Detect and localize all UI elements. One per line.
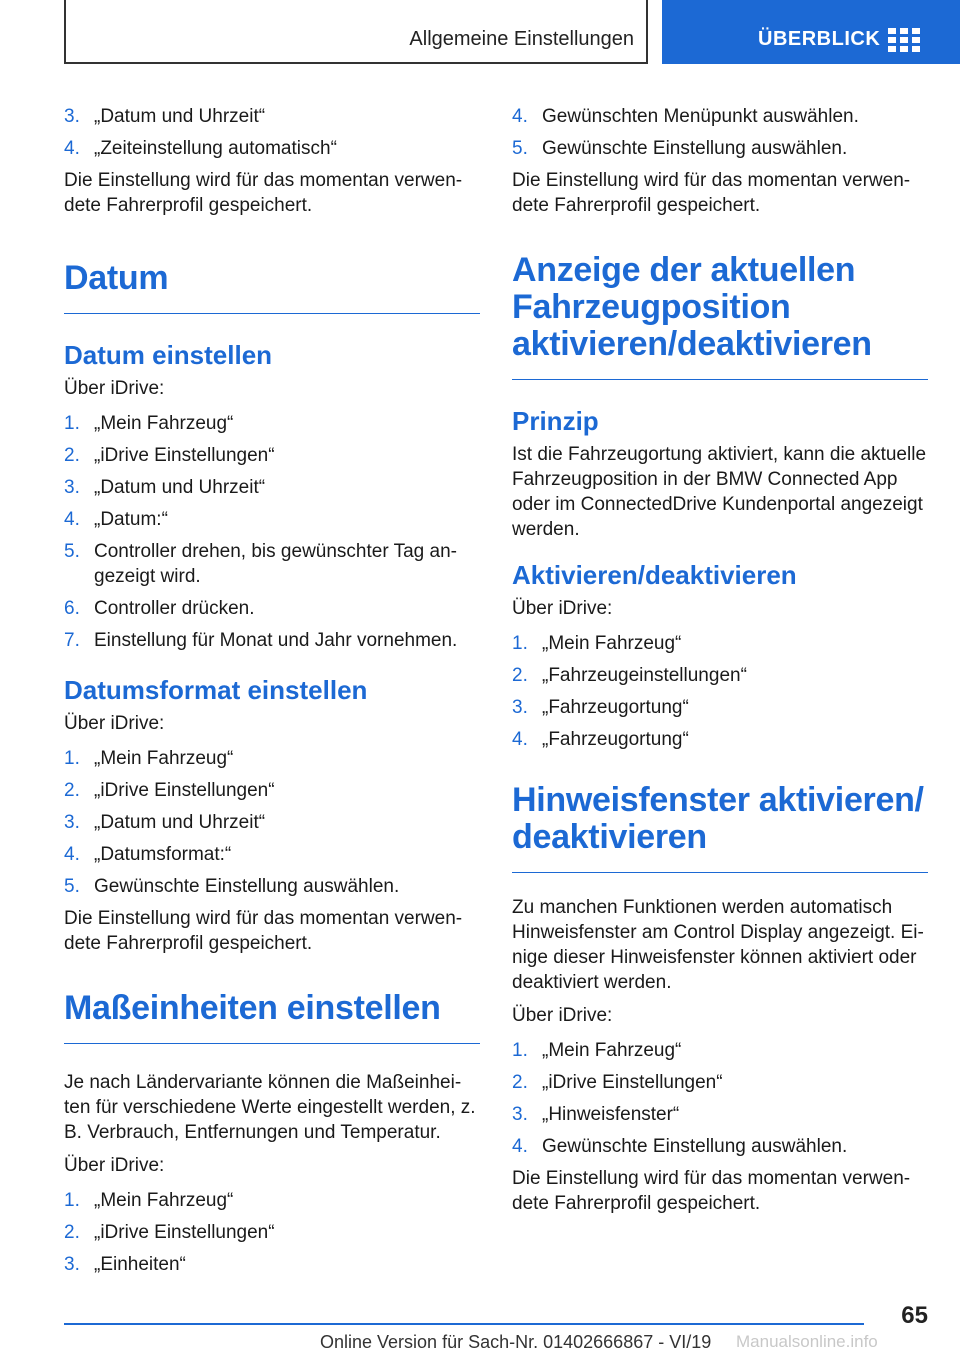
list-item-text: „Datum:“ [94, 509, 168, 530]
list-ortung [512, 631, 928, 752]
list-item [512, 663, 928, 688]
intro-list-left [64, 104, 480, 161]
heading-datum-einstellen: Datum einstellen [64, 340, 273, 370]
list-item-number: 4. [512, 1136, 528, 1157]
list-item-number: 4. [512, 106, 528, 127]
list-datum [64, 411, 480, 653]
list-item-number: 4. [64, 509, 80, 530]
list-item [64, 475, 480, 500]
heading-datum: Datum [64, 260, 480, 314]
list-item-text: „iDrive Einstellungen“ [94, 445, 275, 466]
list-item-number: 5. [64, 876, 80, 897]
list-item-text: „Mein Fahrzeug“ [94, 1190, 234, 1211]
list-item-number: 3. [512, 1104, 528, 1125]
list-item-text: „Datum und Uhrzeit“ [94, 477, 266, 498]
list-format [64, 746, 480, 899]
page-number: 65 [901, 1302, 928, 1329]
list-item-text: „Mein Fahrzeug“ [94, 748, 234, 769]
overview-button[interactable] [662, 0, 960, 64]
intro-note-right: Die Einstellung wird für das momentan verwen-dete Fahrerprofil gespeichert. [512, 170, 911, 216]
heading-datumsformat: Datumsformat einstellen [64, 675, 368, 705]
list-item-number: 6. [64, 598, 80, 619]
list-item [512, 1134, 928, 1159]
ueber-idrive-label: Über iDrive: [64, 378, 165, 399]
list-item [64, 596, 480, 621]
list-item [512, 136, 928, 161]
list-item-text: „iDrive Einstellungen“ [542, 1072, 723, 1093]
heading-anzeige: Anzeige der aktuellen Fahrzeugposition aktivieren/deaktivieren [512, 252, 928, 380]
list-item-text: „Fahrzeugeinstellungen“ [542, 665, 747, 686]
list-item-text: Controller drücken. [94, 598, 255, 619]
list-item-text: Gewünschte Einstellung auswählen. [542, 138, 848, 159]
list-item-text: „Fahrzeugortung“ [542, 697, 689, 718]
heading-prinzip: Prinzip [512, 406, 599, 436]
list-item [64, 136, 480, 161]
list-item [512, 104, 928, 129]
list-item-number: 1. [512, 633, 528, 654]
list-item [512, 695, 928, 720]
ueber-idrive-label: Über iDrive: [512, 598, 613, 619]
overview-label: ÜBERBLICK [758, 28, 881, 50]
list-item [64, 746, 480, 771]
heading-hinweis: Hinweisfenster aktivieren/ deaktivieren [512, 782, 928, 873]
list-item [64, 411, 480, 436]
online-version: Online Version für Sach-Nr. 01402666867 - VI/19 [320, 1332, 712, 1352]
hinweis-text: Zu manchen Funktionen werden automatisch Hinweisfenster am Control Display angezeigt. Ei-nige dieser Hinweisfenster können aktiviert oder deaktiviert werden. [512, 897, 924, 993]
list-item-number: 5. [64, 541, 80, 562]
section-title: Allgemeine Einstellungen [409, 28, 634, 50]
list-item-number: 5. [512, 138, 528, 159]
masseinheiten-text: Je nach Ländervariante können die Maßeinhei-ten für verschiedene Werte eingestellt werden, z. B. Verbrauch, Entfernungen und Temperatur. [64, 1072, 476, 1143]
list-item [64, 1252, 480, 1277]
ueber-idrive-label: Über iDrive: [64, 713, 165, 734]
list-item-number: 2. [64, 445, 80, 466]
list-item-number: 3. [64, 1254, 80, 1275]
section-tab [64, 0, 648, 64]
list-item-number: 2. [64, 780, 80, 801]
list-item-text: Gewünschte Einstellung auswählen. [542, 1136, 848, 1157]
list-item-text: Controller drehen, bis gewünschter Tag an-gezeigt wird. [94, 541, 457, 587]
list-item [64, 778, 480, 803]
list-item-number: 4. [64, 844, 80, 865]
list-item-text: Gewünschten Menüpunkt auswählen. [542, 106, 859, 127]
list-item-text: „Mein Fahrzeug“ [542, 633, 682, 654]
heading-aktivieren: Aktivieren/deaktivieren [512, 560, 797, 590]
list-item [512, 1070, 928, 1095]
list-item [512, 1102, 928, 1127]
intro-note-left: Die Einstellung wird für das momentan verwen-dete Fahrerprofil gespeichert. [64, 170, 463, 216]
list-item-text: „iDrive Einstellungen“ [94, 780, 275, 801]
ueber-idrive-label: Über iDrive: [64, 1155, 165, 1176]
ueber-idrive-label: Über iDrive: [512, 1005, 613, 1026]
list-item [64, 539, 480, 589]
list-item-text: „Einheiten“ [94, 1254, 186, 1275]
left-column [64, 104, 480, 1284]
list-item-number: 1. [64, 748, 80, 769]
format-note: Die Einstellung wird für das momentan verwen-dete Fahrerprofil gespeichert. [64, 908, 463, 954]
intro-list-right [512, 104, 928, 161]
list-item [64, 1188, 480, 1213]
list-item-text: „Datumsformat:“ [94, 844, 232, 865]
list-item [512, 727, 928, 752]
list-item [64, 1220, 480, 1245]
list-item-text: Gewünschte Einstellung auswählen. [94, 876, 400, 897]
list-item [64, 842, 480, 867]
prinzip-text: Ist die Fahrzeugortung aktiviert, kann die aktuelle Fahrzeugposition in der BMW Connected App oder im ConnectedDrive Kundenportal angezeigt werden. [512, 444, 927, 540]
list-item [64, 507, 480, 532]
list-item-number: 7. [64, 630, 80, 651]
list-item-number: 2. [512, 665, 528, 686]
list-item-number: 1. [512, 1040, 528, 1061]
list-item-text: Einstellung für Monat und Jahr vornehmen. [94, 630, 458, 651]
list-hinweis [512, 1038, 928, 1159]
list-item-text: „Zeiteinstellung automatisch“ [94, 138, 337, 159]
list-item-number: 3. [64, 812, 80, 833]
list-item-number: 4. [512, 729, 528, 750]
list-item-text: „Datum und Uhrzeit“ [94, 812, 266, 833]
list-item-text: „Mein Fahrzeug“ [94, 413, 234, 434]
list-item [64, 874, 480, 899]
list-item [64, 810, 480, 835]
list-item [64, 628, 480, 653]
list-item [64, 443, 480, 468]
list-item-text: „Hinweisfenster“ [542, 1104, 680, 1125]
footer-divider [64, 1323, 864, 1325]
list-item-number: 3. [64, 106, 80, 127]
list-item-text: „Datum und Uhrzeit“ [94, 106, 266, 127]
right-column [512, 104, 928, 1224]
list-item-number: 3. [64, 477, 80, 498]
list-item-number: 1. [64, 1190, 80, 1211]
list-item-text: „Mein Fahrzeug“ [542, 1040, 682, 1061]
heading-masseinheiten: Maßeinheiten einstellen [64, 990, 480, 1044]
list-einheiten [64, 1188, 480, 1277]
grid-icon [888, 28, 920, 52]
list-item [512, 1038, 928, 1063]
watermark-text: Manualsonline.info [736, 1332, 878, 1351]
hinweis-note: Die Einstellung wird für das momentan verwen-dete Fahrerprofil gespeichert. [512, 1168, 911, 1214]
list-item-number: 2. [64, 1222, 80, 1243]
list-item-number: 4. [64, 138, 80, 159]
list-item-number: 3. [512, 697, 528, 718]
list-item [64, 104, 480, 129]
list-item-number: 1. [64, 413, 80, 434]
list-item-number: 2. [512, 1072, 528, 1093]
list-item [512, 631, 928, 656]
list-item-text: „Fahrzeugortung“ [542, 729, 689, 750]
list-item-text: „iDrive Einstellungen“ [94, 1222, 275, 1243]
